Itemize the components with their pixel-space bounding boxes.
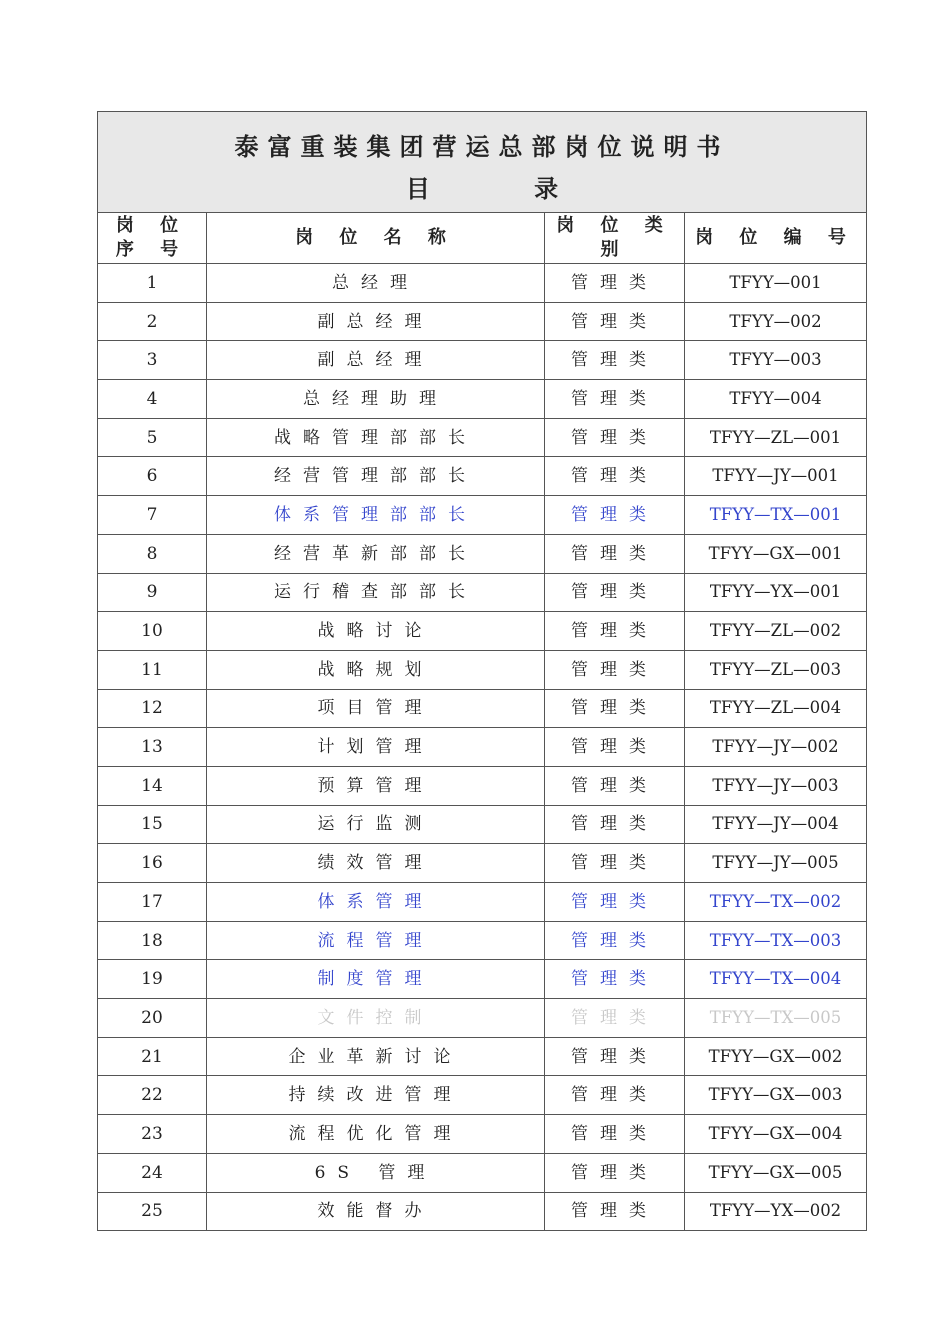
position-name: 经营革新部部长	[207, 534, 545, 573]
row-number: 16	[98, 844, 207, 883]
position-code: TFYY—YX—002	[685, 1192, 867, 1231]
row-number: 9	[98, 573, 207, 612]
title-cell	[98, 112, 867, 213]
row-number: 23	[98, 1115, 207, 1154]
table-row	[98, 728, 867, 767]
position-name: 副总经理	[207, 302, 545, 341]
row-number: 25	[98, 1192, 207, 1231]
position-category: 管理类	[545, 689, 685, 728]
position-name: 战略管理部部长	[207, 418, 545, 457]
row-number: 6	[98, 457, 207, 496]
table-row	[98, 650, 867, 689]
position-category: 管理类	[545, 380, 685, 419]
position-category: 管理类	[545, 1115, 685, 1154]
position-name: 经营管理部部长	[207, 457, 545, 496]
row-number: 4	[98, 380, 207, 419]
table-row	[98, 418, 867, 457]
position-code: TFYY—ZL—004	[685, 689, 867, 728]
table-row	[98, 999, 867, 1038]
position-name: 制度管理	[207, 960, 545, 999]
header-category	[545, 213, 685, 264]
position-category: 管理类	[545, 496, 685, 535]
position-code: TFYY—004	[685, 380, 867, 419]
row-number: 14	[98, 766, 207, 805]
position-name: 6S 管理	[207, 1153, 545, 1192]
position-code: TFYY—GX—003	[685, 1076, 867, 1115]
position-code: TFYY—GX—001	[685, 534, 867, 573]
table-row	[98, 457, 867, 496]
position-name: 项目管理	[207, 689, 545, 728]
position-name: 流程管理	[207, 921, 545, 960]
header-category-line2: 别	[600, 239, 629, 260]
position-name: 战略讨论	[207, 612, 545, 651]
position-name: 文件控制	[207, 999, 545, 1038]
position-name: 战略规划	[207, 650, 545, 689]
table-row	[98, 1037, 867, 1076]
title-row	[98, 112, 867, 213]
position-code: TFYY—JY—001	[685, 457, 867, 496]
position-category: 管理类	[545, 534, 685, 573]
position-code: TFYY—JY—004	[685, 805, 867, 844]
row-number: 18	[98, 921, 207, 960]
table-row	[98, 380, 867, 419]
position-category: 管理类	[545, 960, 685, 999]
position-category: 管理类	[545, 302, 685, 341]
position-name: 绩效管理	[207, 844, 545, 883]
position-code: TFYY—YX—001	[685, 573, 867, 612]
catalog-table	[97, 111, 867, 1231]
table-row	[98, 496, 867, 535]
position-category: 管理类	[545, 573, 685, 612]
position-category: 管理类	[545, 264, 685, 303]
document-subtitle: 目 录	[405, 174, 607, 203]
position-category: 管理类	[545, 728, 685, 767]
row-number: 7	[98, 496, 207, 535]
catalog-table-body	[98, 112, 867, 1231]
header-row	[98, 213, 867, 264]
position-code: TFYY—TX—003	[685, 921, 867, 960]
position-code: TFYY—ZL—001	[685, 418, 867, 457]
header-no-line2: 序 号	[115, 239, 189, 260]
position-code: TFYY—GX—004	[685, 1115, 867, 1154]
table-row	[98, 883, 867, 922]
position-category: 管理类	[545, 1192, 685, 1231]
table-row	[98, 1153, 867, 1192]
position-category: 管理类	[545, 805, 685, 844]
position-code: TFYY—TX—005	[685, 999, 867, 1038]
row-number: 21	[98, 1037, 207, 1076]
position-name: 效能督办	[207, 1192, 545, 1231]
header-code: 岗 位 编 号	[685, 213, 867, 264]
position-category: 管理类	[545, 921, 685, 960]
table-row	[98, 921, 867, 960]
table-row	[98, 612, 867, 651]
job-description-catalog	[97, 111, 866, 1231]
position-name: 总经理	[207, 264, 545, 303]
position-code: TFYY—001	[685, 264, 867, 303]
position-name: 持续改进管理	[207, 1076, 545, 1115]
position-code: TFYY—ZL—002	[685, 612, 867, 651]
position-category: 管理类	[545, 612, 685, 651]
position-code: TFYY—GX—002	[685, 1037, 867, 1076]
header-no	[98, 213, 207, 264]
position-name: 预算管理	[207, 766, 545, 805]
table-row	[98, 534, 867, 573]
header-no-line1: 岗 位	[115, 215, 189, 236]
row-number: 20	[98, 999, 207, 1038]
row-number: 12	[98, 689, 207, 728]
table-row	[98, 960, 867, 999]
position-name: 副总经理	[207, 341, 545, 380]
header-category-line1: 岗 位 类	[556, 215, 673, 236]
table-row	[98, 844, 867, 883]
position-code: TFYY—JY—002	[685, 728, 867, 767]
position-category: 管理类	[545, 1076, 685, 1115]
position-code: TFYY—TX—001	[685, 496, 867, 535]
table-row	[98, 341, 867, 380]
row-number: 19	[98, 960, 207, 999]
position-code: TFYY—ZL—003	[685, 650, 867, 689]
position-code: TFYY—TX—004	[685, 960, 867, 999]
position-category: 管理类	[545, 457, 685, 496]
row-number: 1	[98, 264, 207, 303]
position-category: 管理类	[545, 341, 685, 380]
table-row	[98, 1115, 867, 1154]
row-number: 15	[98, 805, 207, 844]
position-code: TFYY—TX—002	[685, 883, 867, 922]
row-number: 22	[98, 1076, 207, 1115]
row-number: 13	[98, 728, 207, 767]
table-row	[98, 805, 867, 844]
position-code: TFYY—003	[685, 341, 867, 380]
position-name: 计划管理	[207, 728, 545, 767]
position-category: 管理类	[545, 1153, 685, 1192]
position-code: TFYY—JY—005	[685, 844, 867, 883]
document-title: 泰富重装集团营运总部岗位说明书	[234, 132, 730, 161]
position-category: 管理类	[545, 650, 685, 689]
row-number: 3	[98, 341, 207, 380]
header-name: 岗 位 名 称	[207, 213, 545, 264]
position-name: 体系管理部部长	[207, 496, 545, 535]
row-number: 11	[98, 650, 207, 689]
position-name: 总经理助理	[207, 380, 545, 419]
table-row	[98, 1192, 867, 1231]
position-code: TFYY—GX—005	[685, 1153, 867, 1192]
table-row	[98, 264, 867, 303]
position-category: 管理类	[545, 999, 685, 1038]
table-row	[98, 766, 867, 805]
position-name: 企业革新讨论	[207, 1037, 545, 1076]
row-number: 10	[98, 612, 207, 651]
row-number: 8	[98, 534, 207, 573]
position-category: 管理类	[545, 883, 685, 922]
position-code: TFYY—002	[685, 302, 867, 341]
position-category: 管理类	[545, 844, 685, 883]
row-number: 17	[98, 883, 207, 922]
row-number: 5	[98, 418, 207, 457]
position-name: 运行稽查部部长	[207, 573, 545, 612]
position-category: 管理类	[545, 1037, 685, 1076]
row-number: 2	[98, 302, 207, 341]
position-name: 体系管理	[207, 883, 545, 922]
position-code: TFYY—JY—003	[685, 766, 867, 805]
table-row	[98, 573, 867, 612]
table-row	[98, 1076, 867, 1115]
table-row	[98, 302, 867, 341]
table-row	[98, 689, 867, 728]
position-category: 管理类	[545, 418, 685, 457]
position-name: 运行监测	[207, 805, 545, 844]
position-name: 流程优化管理	[207, 1115, 545, 1154]
position-category: 管理类	[545, 766, 685, 805]
row-number: 24	[98, 1153, 207, 1192]
